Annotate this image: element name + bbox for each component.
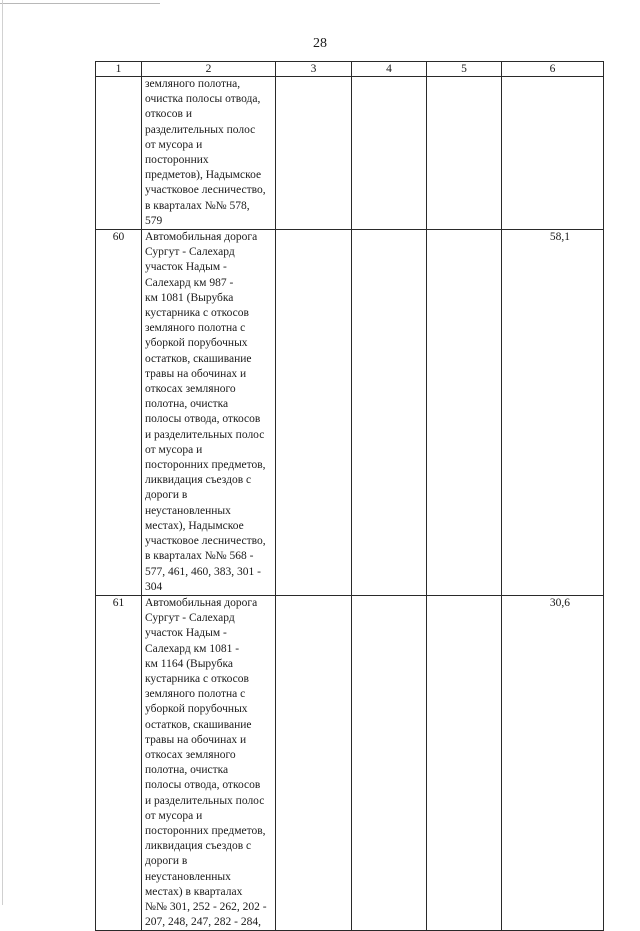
description-line: ликвидация съездов с [145,474,252,487]
description-line: ликвидация съездов с [145,840,252,853]
description-line: от мусора и [145,809,203,822]
description-line: от мусора и [145,138,203,151]
description-line: 579 [145,214,163,227]
description-line: травы на обочинах и [145,733,247,746]
column-3-cell [276,595,352,930]
description-line: предметов), Надымское [145,169,262,182]
description-line: 207, 248, 247, 282 - 284, [145,916,261,929]
description-line: откосов и [145,108,192,121]
header-cell-2: 2 [142,62,276,77]
description-line: от мусора и [145,443,203,456]
description-line: местах), Надымское [145,519,244,532]
description-line: очистка полосы отвода, [145,93,261,106]
table-body [96,77,604,931]
page-number: 28 [313,36,327,51]
description-cell [142,230,276,596]
area-value-cell: 58,1 [502,230,604,596]
description-line: кустарника с откосов [145,672,249,685]
description-line: в кварталах №№ 578, [145,199,250,212]
column-3-cell [276,77,352,230]
description-line: посторонних предметов, [145,459,266,472]
description-line: Автомобильная дорога [145,596,258,609]
description-line: земляного полотна с [145,688,246,701]
description-line: полотна, очистка [145,764,229,777]
description-line: 577, 461, 460, 383, 301 - [145,565,261,578]
column-4-cell [352,230,427,596]
description-line: откосах земляного [145,748,236,761]
description-line: и разделительных полос [145,428,265,441]
description-line: участковое лесничество, [145,535,266,548]
description-line: неустановленных [145,870,231,883]
description-line: травы на обочинах и [145,367,247,380]
description-line: посторонних предметов, [145,824,266,837]
description-line: остатков, скашивание [145,352,252,365]
description-line: №№ 301, 252 - 262, 202 - [145,900,267,913]
header-cell-4: 4 [352,62,427,77]
column-4-cell [352,77,427,230]
column-5-cell [427,230,502,596]
table-header-row [96,62,604,77]
header-cell-5: 5 [427,62,502,77]
description-line: дороги в [145,489,188,502]
description-line: км 1081 (Вырубка [145,291,234,304]
scan-edge-top [0,3,160,4]
description-line: и разделительных полос [145,794,265,807]
description-line: местах) в кварталах [145,885,243,898]
description-line: в кварталах №№ 568 - [145,550,254,563]
description-line: земляного полотна с [145,322,246,335]
description-line: разделительных полос [145,123,256,136]
table-row [96,77,604,230]
header-cell-3: 3 [276,62,352,77]
description-line: остатков, скашивание [145,718,252,731]
description-line: участок Надым - [145,261,227,274]
description-line: Сургут - Салехард [145,246,235,259]
description-line: участковое лесничество, [145,184,266,197]
table-row [96,595,604,930]
description-line: посторонних [145,154,209,167]
description-line: Салехард км 987 - [145,276,234,289]
row-number-cell: 60 [96,230,142,596]
description-line: откосах земляного [145,383,236,396]
description-line: уборкой порубочных [145,703,248,716]
column-3-cell [276,230,352,596]
scan-edge-left [2,0,3,905]
header-cell-1: 1 [96,62,142,77]
area-value-cell: 30,6 [502,595,604,930]
table-row [96,230,604,596]
description-line: кустарника с откосов [145,307,249,320]
description-line: участок Надым - [145,627,227,640]
description-cell [142,595,276,930]
description-line: 304 [145,580,163,593]
description-line: уборкой порубочных [145,337,248,350]
description-line: полосы отвода, откосов [145,413,261,426]
description-line: полосы отвода, откосов [145,779,261,792]
description-line: неустановленных [145,504,231,517]
description-line: км 1164 (Вырубка [145,657,233,670]
description-cell [142,77,276,230]
description-line: Автомобильная дорога [145,231,258,244]
description-line: дороги в [145,855,188,868]
column-5-cell [427,77,502,230]
description-line: Салехард км 1081 - [145,642,240,655]
document-table [95,61,604,931]
row-number-cell: 61 [96,595,142,930]
description-line: Сургут - Салехард [145,612,235,625]
description-line: полотна, очистка [145,398,229,411]
column-4-cell [352,595,427,930]
column-5-cell [427,595,502,930]
row-number-cell [96,77,142,230]
header-cell-6: 6 [502,62,604,77]
area-value-cell [502,77,604,230]
description-line: земляного полотна, [145,78,241,90]
